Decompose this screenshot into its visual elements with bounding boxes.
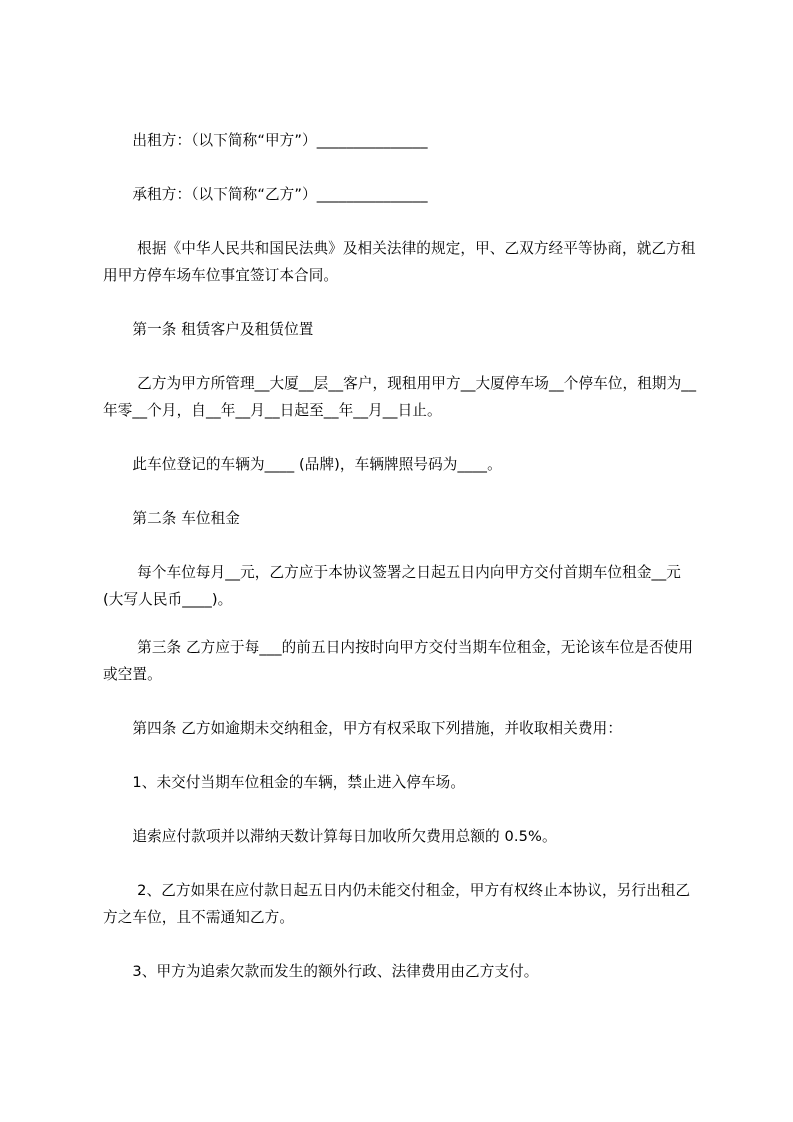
measure-1-item: 1、未交付当期车位租金的车辆，禁止进入停车场。 [103, 774, 466, 791]
article-3-paragraph: 第三条 乙方应于每___的前五日内按时向甲方交付当期车位租金，无论该车位是否使用或空置。 [103, 639, 694, 683]
article-2-body: 每个车位每月__元，乙方应于本协议签署之日起五日内向甲方交付首期车位租金__元(大写人民币____)。 [103, 564, 681, 608]
late-fee-paragraph: 追索应付款项并以滞纳天数计算每日加收所欠费用总额的 0.5%。 [103, 828, 557, 845]
article-1-body: 乙方为甲方所管理__大厦__层__客户，现租用甲方__大厦停车场__个停车位，租期为__年零__个月，自__年__月__日起至__年__月__日止。 [103, 375, 697, 419]
measure-3-item: 3、甲方为追索欠款而发生的额外行政、法律费用由乙方支付。 [103, 963, 539, 980]
preamble-paragraph: 根据《中华人民共和国民法典》及相关法律的规定，甲、乙双方经平等协商，就乙方租用甲方停车场车位事宜签订本合同。 [103, 240, 696, 284]
article-1-heading: 第一条 租赁客户及租赁位置 [103, 321, 314, 338]
lessor-line: 出租方：（以下简称“甲方”）_______________ [103, 132, 428, 149]
lessee-line: 承租方：（以下简称“乙方”）_______________ [103, 186, 428, 203]
vehicle-registration-line: 此车位登记的车辆为____ (品牌)，车辆牌照号码为____。 [103, 456, 502, 473]
article-4-heading: 第四条 乙方如逾期未交纳租金，甲方有权采取下列措施，并收取相关费用： [103, 720, 623, 737]
article-2-heading: 第二条 车位租金 [103, 510, 240, 527]
measure-2-item: 2、乙方如果在应付款日起五日内仍未能交付租金，甲方有权终止本协议，另行出租乙方之车位，且不需通知乙方。 [103, 882, 691, 926]
